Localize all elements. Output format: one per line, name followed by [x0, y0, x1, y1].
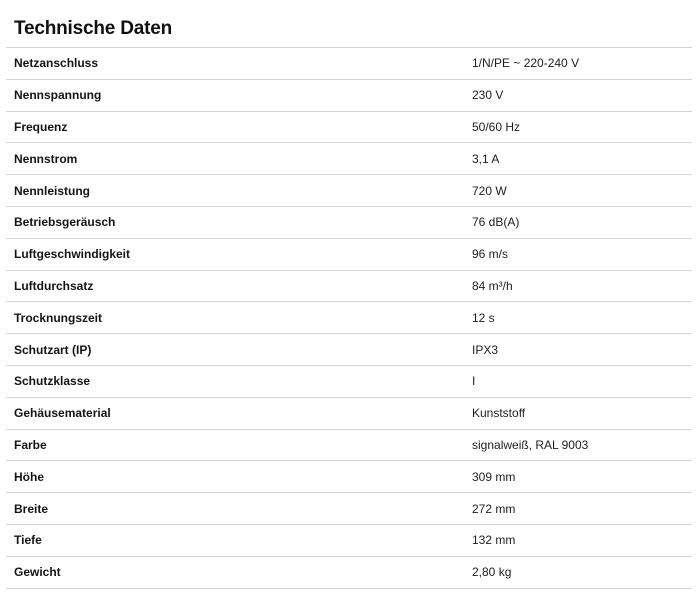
spec-value: I: [472, 365, 692, 397]
table-row: [6, 429, 692, 461]
spec-label: Betriebsgeräusch: [6, 206, 472, 238]
spec-value: 3,1 A: [472, 143, 692, 175]
spec-label: Höhe: [6, 461, 472, 493]
spec-value: 76 dB(A): [472, 206, 692, 238]
table-row: [6, 556, 692, 588]
spec-value: 84 m³/h: [472, 270, 692, 302]
spec-label: Tiefe: [6, 524, 472, 556]
spec-label: Farbe: [6, 429, 472, 461]
table-row: [6, 238, 692, 270]
spec-label: Nennstrom: [6, 143, 472, 175]
table-row: [6, 79, 692, 111]
table-row: [6, 143, 692, 175]
spec-value: 309 mm: [472, 461, 692, 493]
spec-value: 1/N/PE ~ 220-240 V: [472, 48, 692, 80]
spec-label: Gehäusematerial: [6, 397, 472, 429]
spec-value: Kunststoff: [472, 397, 692, 429]
spec-value: IPX3: [472, 334, 692, 366]
spec-label: Frequenz: [6, 111, 472, 143]
table-row: [6, 206, 692, 238]
table-row: [6, 461, 692, 493]
table-row: [6, 111, 692, 143]
spec-label: Gewicht: [6, 556, 472, 588]
table-row: [6, 493, 692, 525]
spec-label: Breite: [6, 493, 472, 525]
spec-label: Nennleistung: [6, 175, 472, 207]
spec-label: Netzanschluss: [6, 48, 472, 80]
table-row: [6, 524, 692, 556]
section-title: Technische Daten: [14, 18, 172, 39]
spec-label: Nennspannung: [6, 79, 472, 111]
spec-label: Trocknungszeit: [6, 302, 472, 334]
spec-value: 2,80 kg: [472, 556, 692, 588]
table-row: [6, 397, 692, 429]
spec-value: 230 V: [472, 79, 692, 111]
spec-label: Schutzart (IP): [6, 334, 472, 366]
spec-value: 272 mm: [472, 493, 692, 525]
spec-label: Luftdurchsatz: [6, 270, 472, 302]
spec-value: 12 s: [472, 302, 692, 334]
spec-value: 132 mm: [472, 524, 692, 556]
table-row: [6, 365, 692, 397]
spec-table: [6, 47, 692, 589]
table-row: [6, 270, 692, 302]
table-row: [6, 302, 692, 334]
table-row: [6, 48, 692, 80]
table-row: [6, 175, 692, 207]
spec-value: signalweiß, RAL 9003: [472, 429, 692, 461]
spec-value: 96 m/s: [472, 238, 692, 270]
spec-label: Schutzklasse: [6, 365, 472, 397]
spec-label: Luftgeschwindigkeit: [6, 238, 472, 270]
spec-value: 720 W: [472, 175, 692, 207]
table-row: [6, 334, 692, 366]
spec-value: 50/60 Hz: [472, 111, 692, 143]
